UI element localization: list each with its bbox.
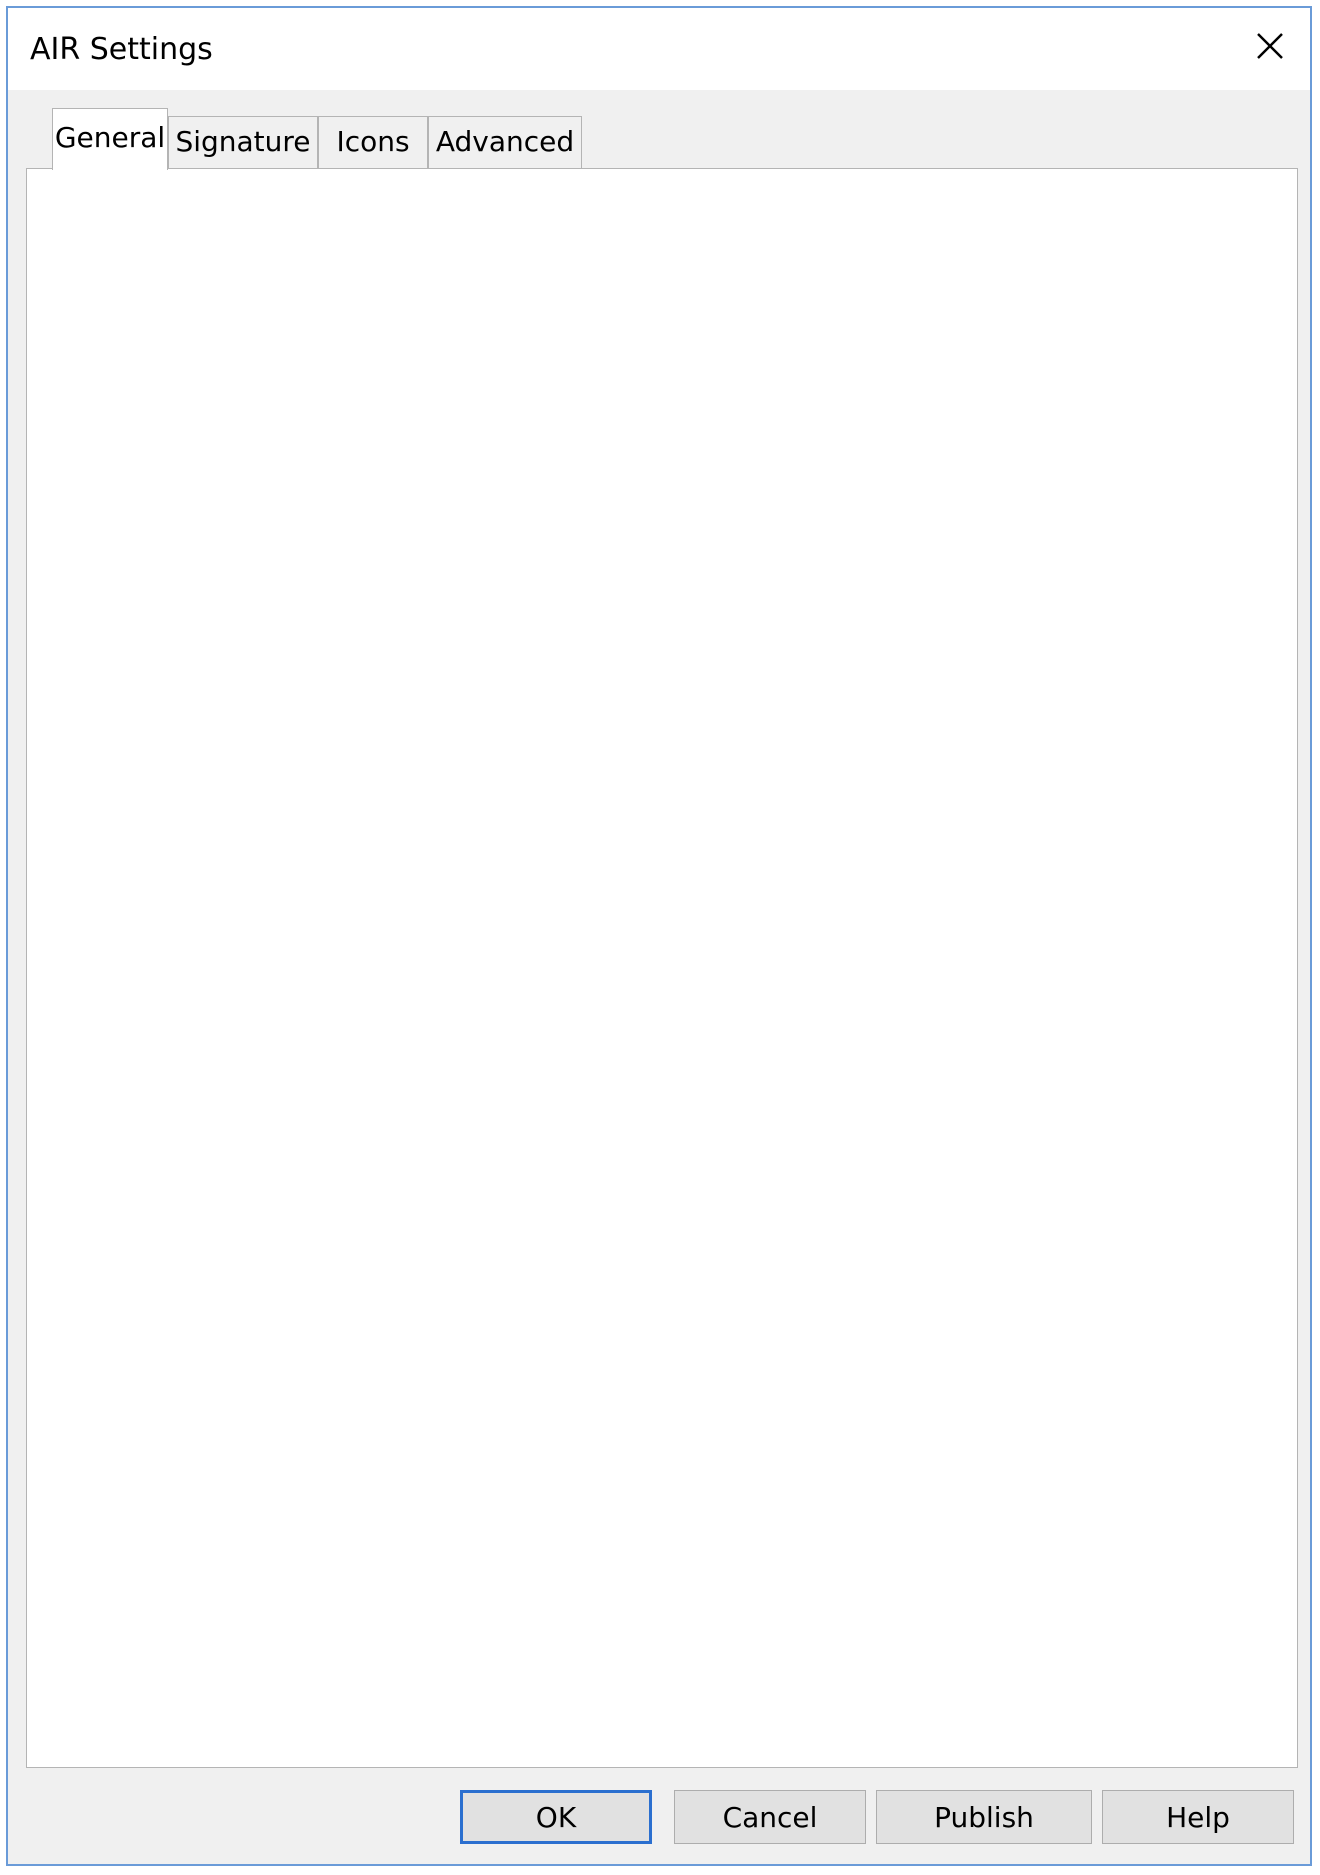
tab-icons[interactable]: Icons: [318, 116, 428, 168]
title-bar: [8, 8, 1310, 90]
tab-general[interactable]: General: [52, 108, 168, 170]
ok-button[interactable]: OK: [460, 1790, 652, 1844]
tab-advanced[interactable]: Advanced: [428, 116, 582, 168]
close-icon[interactable]: [1250, 26, 1290, 66]
publish-button[interactable]: Publish: [876, 1790, 1092, 1844]
general-panel: [26, 168, 1298, 1768]
cancel-button[interactable]: Cancel: [674, 1790, 866, 1844]
dialog-title: AIR Settings: [30, 32, 213, 67]
tab-signature[interactable]: Signature: [168, 116, 318, 168]
help-button[interactable]: Help: [1102, 1790, 1294, 1844]
air-settings-dialog: [6, 6, 1312, 1866]
